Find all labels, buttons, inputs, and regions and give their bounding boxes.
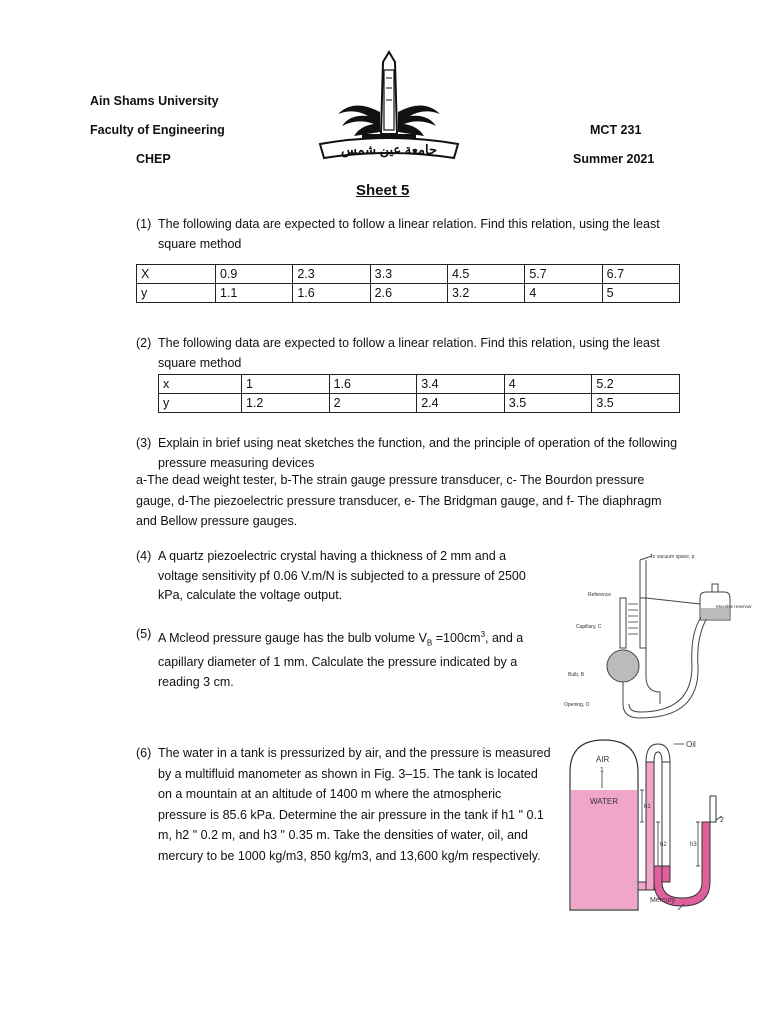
figure-label-h1: h1 [644, 804, 651, 810]
data-table-2 [158, 374, 680, 413]
table-cell: 2.6 [370, 284, 447, 303]
question-number: (4) [136, 549, 152, 563]
figure-label-h3: h3 [690, 842, 697, 848]
table-cell: 4.5 [447, 265, 524, 284]
table-cell: 5.7 [525, 265, 602, 284]
table-cell: 1.6 [329, 375, 417, 394]
table-cell: 6.7 [602, 265, 679, 284]
figure-label: Opening, O [564, 702, 590, 708]
figure-label: Capillary, C [576, 624, 602, 630]
table-cell: 2.4 [417, 394, 505, 413]
page-title: Sheet 5 [356, 182, 410, 199]
table-cell: 3.5 [504, 394, 592, 413]
table-cell: 1 [242, 375, 330, 394]
figure-label: Bulb, B [568, 672, 585, 678]
table-cell: 3.4 [417, 375, 505, 394]
table-row [137, 284, 680, 303]
table-cell: 0.9 [216, 265, 293, 284]
data-table-1 [136, 264, 680, 303]
question-6 [136, 743, 551, 867]
question-3 [136, 434, 681, 473]
figure-label-mercury: Mercury [650, 897, 676, 904]
figure-label-h2: h2 [660, 842, 667, 848]
table-cell: 3.5 [592, 394, 680, 413]
table-cell: 2.3 [293, 265, 370, 284]
department-name: CHEP [136, 152, 171, 166]
question-5 [136, 625, 536, 692]
table-row [159, 394, 680, 413]
figure-label: Reference [588, 592, 612, 598]
figure-label-water: WATER [590, 797, 618, 806]
table-cell: 1.1 [216, 284, 293, 303]
question-1 [136, 215, 681, 254]
figure-label-point2: 2 [720, 817, 724, 824]
figure-label: Movable reservoir [716, 604, 752, 609]
table-cell: 5.2 [592, 375, 680, 394]
term: Summer 2021 [573, 152, 655, 166]
table-cell: 3.2 [447, 284, 524, 303]
question-4 [136, 547, 536, 606]
course-code: MCT 231 [590, 123, 642, 137]
table-cell: 2 [329, 394, 417, 413]
question-number: (2) [136, 336, 152, 350]
table-cell: 5 [602, 284, 679, 303]
table-row [159, 375, 680, 394]
table-cell: 1.6 [293, 284, 370, 303]
table-cell: 1.2 [242, 394, 330, 413]
table-cell: y [137, 284, 216, 303]
university-name: Ain Shams University [90, 94, 219, 108]
table-cell: 3.3 [370, 265, 447, 284]
figure-label-air: AIR [596, 755, 610, 764]
figure-label-point1: 1 [600, 767, 604, 774]
device-list: a-The dead weight tester, b-The strain gauge pressure transducer, c- The Bourdon pressure gauge, d-The piezoelectric pressure transducer, e- The Bridgman gauge, and f- The diaphragm and Bellow pressure gauges. [136, 473, 662, 528]
question-text: The following data are expected to follow a linear relation. Find this relation, using the least square method [158, 217, 660, 251]
question-number: (5) [136, 627, 152, 641]
university-logo [314, 48, 464, 162]
mcleod-gauge-figure [560, 546, 752, 724]
figure-label-oil: Oil [686, 740, 696, 749]
question-text: The following data are expected to follow a linear relation. Find this relation, using the least square method [158, 336, 660, 370]
figure-label: To vacuum space, p [650, 554, 695, 560]
table-cell: X [137, 265, 216, 284]
table-cell: 4 [504, 375, 592, 394]
question-text: The water in a tank is pressurized by air, and the pressure is measured by a multifluid manometer as shown in Fig. 3–15. The tank is located on a mountain at an altitude of 1400 m where the atmospheric pressure is 85.6 kPa. Determine the air pressure in the tank if h1 " 0.1 m, h2 " 0.2 m, and h3 " 0.35 m. Take the densities of water, oil, and mercury to be 1000 kg/m3, 850 kg/m3, and 13,600 kg/m respectively. [158, 746, 551, 863]
table-cell: 4 [525, 284, 602, 303]
question-2 [136, 334, 681, 373]
table-cell: x [159, 375, 242, 394]
question-text: A quartz piezoelectric crystal having a thickness of 2 mm and a voltage sensitivity pf 0.06 V.m/N is subjected to a pressure of 2500 kPa, calculate the voltage output. [158, 549, 526, 602]
question-text: A Mcleod pressure gauge has the bulb volume $V_B =100cm^3$, and a capillary diameter of 1 mm. Calculate the pressure indicated by a reading 3 cm. [158, 630, 524, 689]
logo-text: جامعة عين شمس [341, 142, 437, 157]
faculty-name: Faculty of Engineering [90, 123, 225, 137]
question-number: (3) [136, 436, 152, 450]
table-cell: y [159, 394, 242, 413]
question-number: (6) [136, 746, 152, 760]
table-row [137, 265, 680, 284]
manometer-figure [566, 732, 750, 914]
question-text: Explain in brief using neat sketches the function, and the principle of operation of the following pressure measuring devices [158, 436, 678, 470]
question-number: (1) [136, 217, 152, 231]
